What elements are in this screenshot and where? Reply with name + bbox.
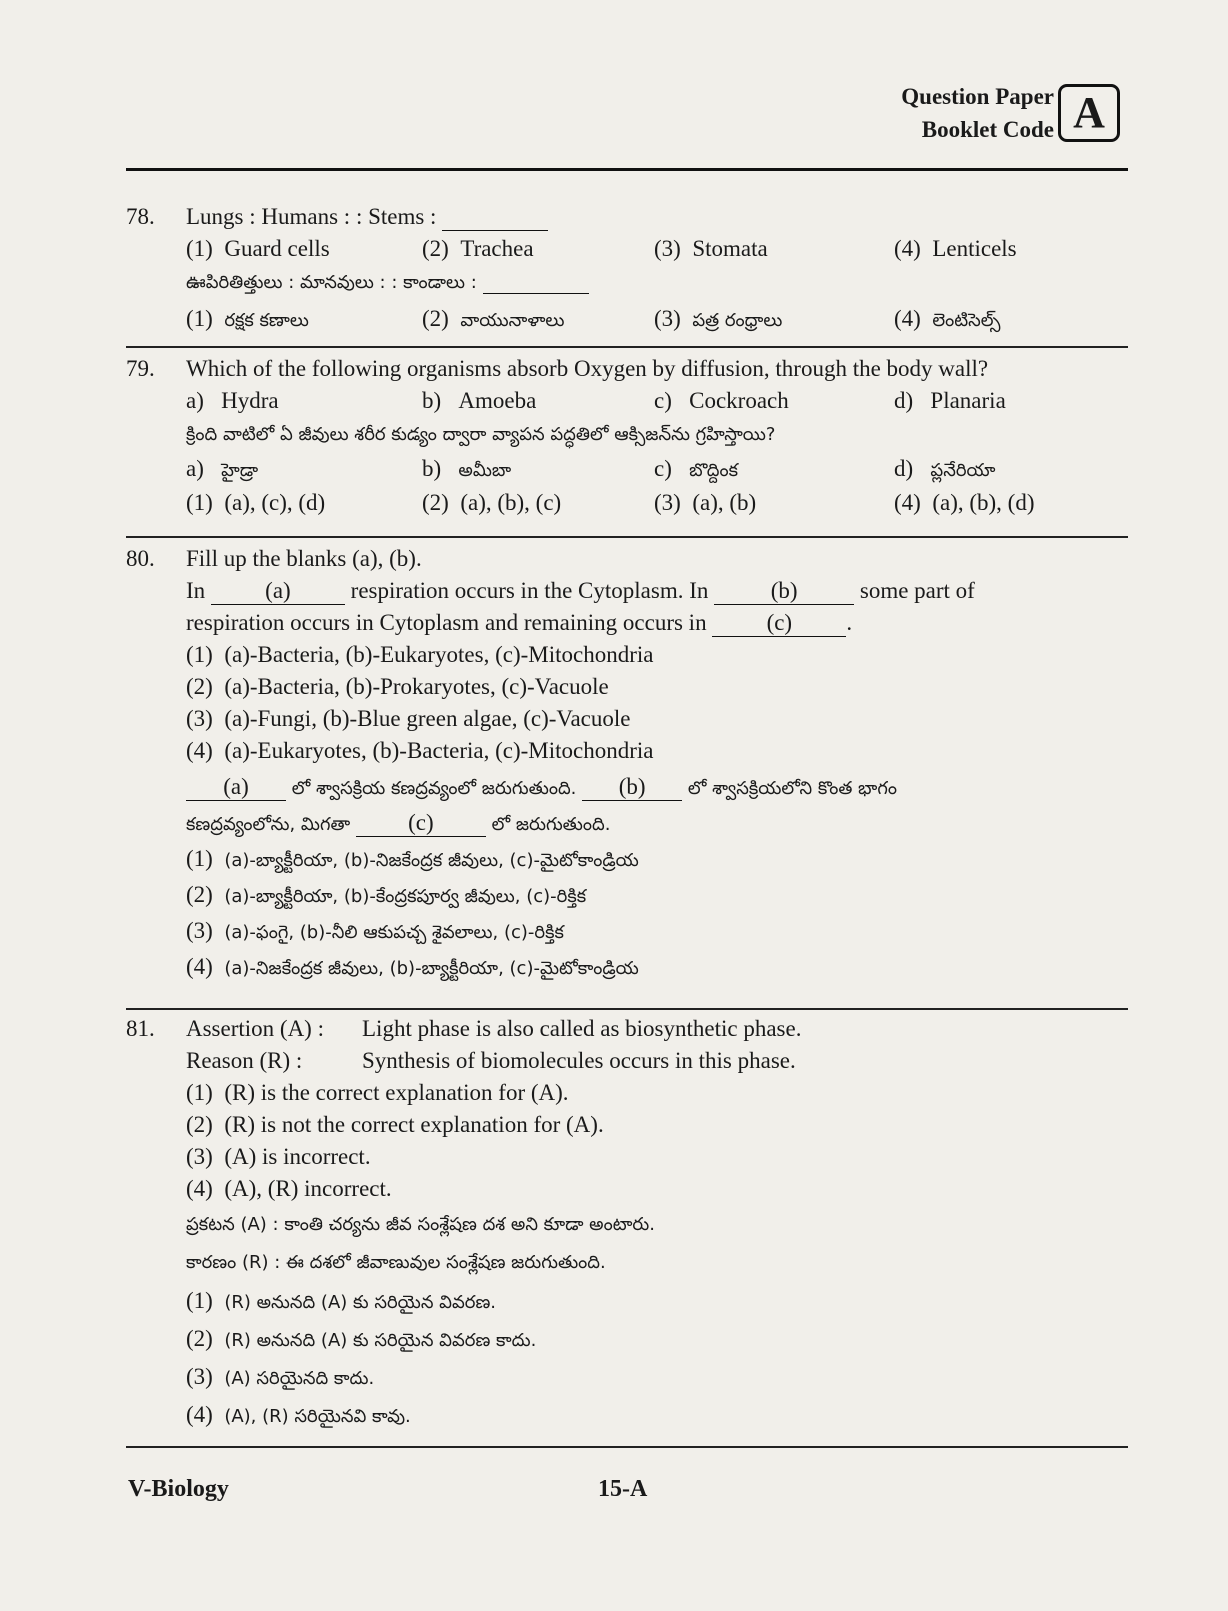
option-en-4: (4) Lenticels [894,236,1017,261]
option-te-2: (2) (a)-బ్యాక్టీరియా, (b)-కేంద్రకపూర్వ జీవులు, (c)-రిక్తిక [186,882,587,907]
option-en-4: (4) (A), (R) incorrect. [186,1176,392,1201]
option-te-2: (2) వాయునాళాలు [422,306,565,331]
question-stem-en: Which of the following organisms absorb Oxygen by diffusion, through the body wall? [186,356,989,381]
question-stem-te: క్రింది వాటిలో ఏ జీవులు శరీర కుడ్యం ద్వారా వ్యాపన పద్ధతిలో ఆక్సిజన్‌ను గ్రహిస్తాయి? [186,424,776,445]
question-81 [126,1016,1128,1446]
question-number: 78. [126,204,155,229]
option-en-1: (1) (a)-Bacteria, (b)-Eukaryotes, (c)-Mitochondria [186,642,654,667]
option-te-2: (2) (R) అనునది (A) కు సరియైన వివరణ కాదు. [186,1326,537,1351]
item-en-c: c) Cockroach [654,388,789,413]
footer-page-number: 15-A [598,1476,648,1502]
question-number: 80. [126,546,155,571]
item-te-a: a) హైడ్రా [186,456,259,481]
option-te-1: (1) (R) అనునది (A) కు సరియైన వివరణ. [186,1288,497,1313]
question-stem-en: Lungs : Humans : : Stems : [186,204,548,231]
item-te-b: b) అమీబా [422,456,512,481]
option-en-2: (2) Trachea [422,236,534,261]
question-stem-te-1: (a) లో శ్వాసక్రియ కణద్రవ్యంలో జరుగుతుంది. (b) లో శ్వాసక్రియలోని కొంత భాగం [186,774,897,803]
blank-c: (c) [712,610,846,637]
option-en-2: (2) (R) is not the correct explanation for (A). [186,1112,604,1137]
footer-divider [126,1446,1128,1448]
reason-en: Reason (R) : Synthesis of biomolecules occurs in this phase. [186,1048,796,1073]
blank-a: (a) [211,578,345,605]
question-divider [126,536,1128,538]
header-divider [126,168,1128,171]
option-en-3: (3) (a)-Fungi, (b)-Blue green algae, (c)-Vacuole [186,706,631,731]
option-te-4: (4) (a)-నిజకేంద్రక జీవులు, (b)-బ్యాక్టీరియా, (c)-మైటోకాండ్రియ [186,954,639,979]
question-stem-en-1: In (a) respiration occurs in the Cytoplasm. In (b) some part of [186,578,975,603]
option-1: (1) (a), (c), (d) [186,490,326,515]
option-te-4: (4) (A), (R) సరియైనవి కావు. [186,1402,411,1427]
question-title-en: Fill up the blanks (a), (b). [186,546,422,571]
question-number: 81. [126,1016,155,1041]
blank-b: (b) [582,774,682,801]
item-en-d: d) Planaria [894,388,1006,413]
booklet-code-header [876,80,1126,150]
option-en-3: (3) Stomata [654,236,768,261]
item-en-a: a) Hydra [186,388,279,413]
option-en-1: (1) Guard cells [186,236,330,261]
blank-c: (c) [356,810,486,837]
question-78 [126,204,1128,344]
option-te-3: (3) (a)-ఫంగై, (b)-నీలి ఆకుపచ్చ శైవలాలు, (c)-రిక్తిక [186,918,564,943]
option-en-3: (3) (A) is incorrect. [186,1144,371,1169]
option-te-4: (4) లెంటిసెల్స్ [894,306,1001,331]
option-en-2: (2) (a)-Bacteria, (b)-Prokaryotes, (c)-Vacuole [186,674,609,699]
assertion-en: Assertion (A) : Light phase is also called as biosynthetic phase. [186,1016,802,1041]
reason-te: కారణం (R) : ఈ దశలో జీవాణువుల సంశ్లేషణ జరుగుతుంది. [186,1252,606,1273]
option-en-1: (1) (R) is the correct explanation for (A). [186,1080,569,1105]
question-divider [126,346,1128,348]
question-stem-te-2: కణద్రవ్యంలోను, మిగతా (c) లో జరుగుతుంది. [186,810,611,835]
question-number: 79. [126,356,155,381]
blank-a: (a) [186,774,286,801]
option-te-1: (1) రక్షక కణాలు [186,306,309,331]
item-en-b: b) Amoeba [422,388,537,413]
item-te-c: c) బొద్దింక [654,456,739,481]
booklet-code-box: A [1058,84,1120,142]
option-te-3: (3) (A) సరియైనది కాదు. [186,1364,375,1389]
answer-blank [483,272,589,294]
answer-blank [442,204,548,231]
footer-subject: V-Biology [128,1476,229,1502]
option-2: (2) (a), (b), (c) [422,490,562,515]
question-stem-en-2: respiration occurs in Cytoplasm and remaining occurs in (c) . [186,610,853,635]
blank-b: (b) [714,578,854,605]
option-en-4: (4) (a)-Eukaryotes, (b)-Bacteria, (c)-Mitochondria [186,738,654,763]
option-te-3: (3) పత్ర రంధ్రాలు [654,306,783,331]
question-divider [126,1008,1128,1010]
option-te-1: (1) (a)-బ్యాక్టీరియా, (b)-నిజకేంద్రక జీవులు, (c)-మైటోకాండ్రియ [186,846,639,871]
header-line-2: Booklet Code [921,117,1054,142]
question-80 [126,546,1128,998]
assertion-te: ప్రకటన (A) : కాంతి చర్యను జీవ సంశ్లేషణ దశ అని కూడా అంటారు. [186,1214,656,1235]
item-te-d: d) ప్లనేరియా [894,456,996,481]
header-line-1: Question Paper [901,84,1054,109]
question-stem-te: ఊపిరితిత్తులు : మానవులు : : కాండాలు : [186,272,589,297]
option-4: (4) (a), (b), (d) [894,490,1035,515]
option-3: (3) (a), (b) [654,490,757,515]
question-79 [126,356,1128,526]
